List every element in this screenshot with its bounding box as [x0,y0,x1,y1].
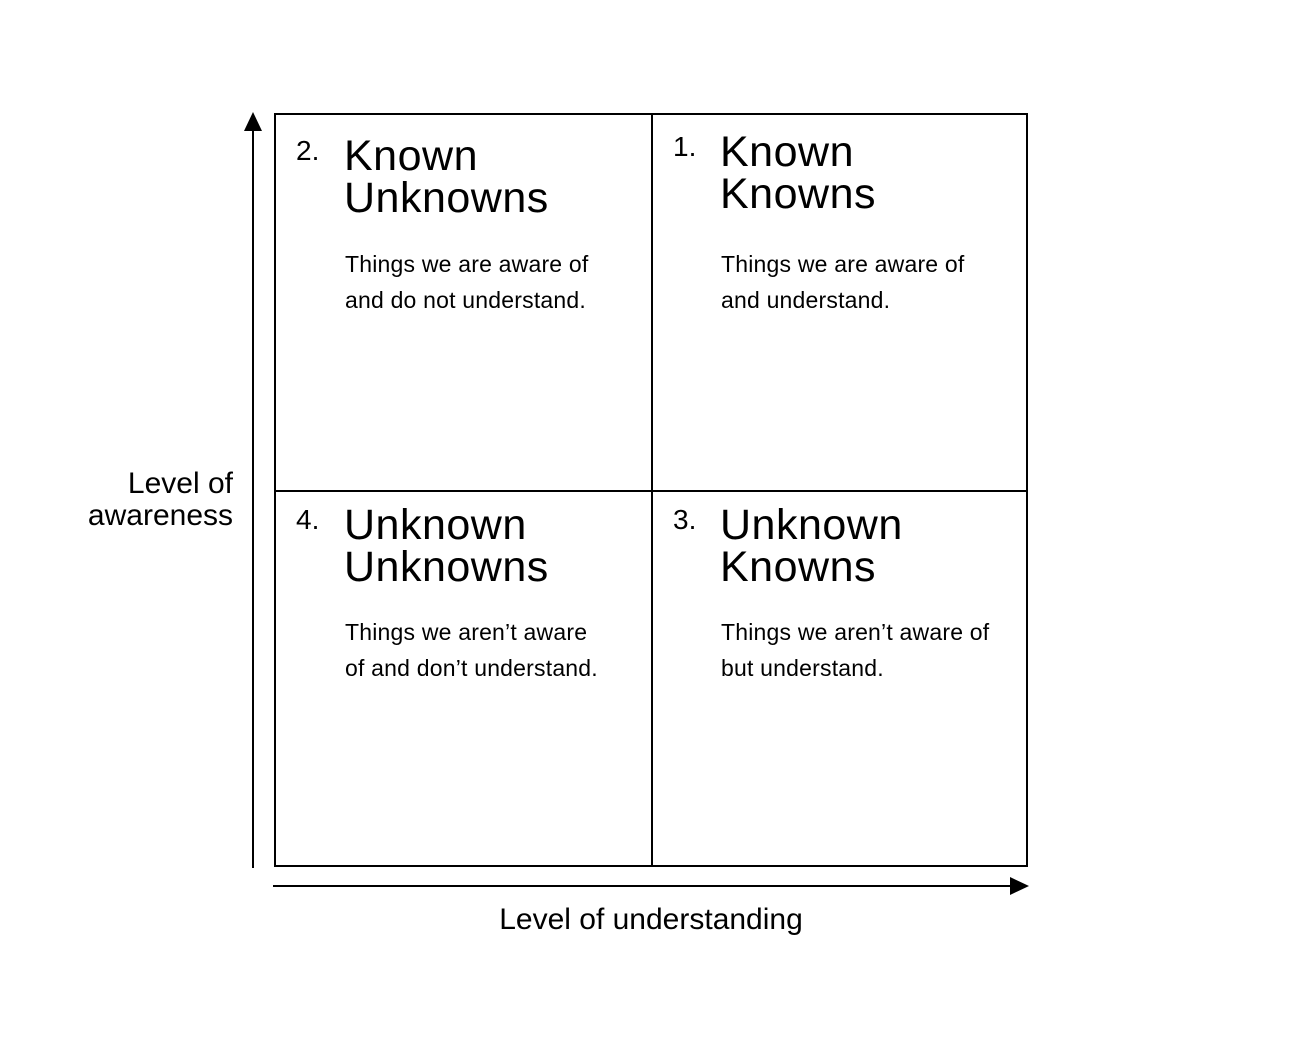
quadrant-title-line2: Knowns [720,543,876,591]
quadrant-title [720,128,876,218]
quadrant-title-line1: Unknown [720,501,903,549]
quadrant-description-line1: Things we aren’t aware of [721,619,990,645]
quadrant-title [344,501,549,591]
quadrant-title-line1: Known [720,128,854,176]
x-axis-label: Level of understanding [499,903,803,936]
quadrant-known-knowns [653,115,1027,489]
quadrant-title-line1: Unknown [344,501,527,549]
quadrant-description-line1: Things we aren’t aware [345,619,588,645]
y-axis-label-line1: Level of [127,467,233,500]
quadrant-description-line2: and do not understand. [345,287,586,313]
quadrant-unknown-knowns [653,492,1027,866]
quadrant-description-line1: Things we are aware of [345,251,589,277]
y-axis-label [88,468,233,532]
quadrant-unknown-unknowns [276,492,650,866]
quadrant-description-line1: Things we are aware of [721,251,965,277]
quadrant-title-line1: Known [344,132,478,180]
quadrant-description [721,246,1021,318]
y-axis-arrowhead [244,112,262,131]
quadrant-description [345,246,645,318]
quadrant-grid [274,113,1028,867]
quadrant-number: 1. [673,131,697,162]
quadrant-title-line2: Unknowns [344,543,549,591]
y-axis-label-line2: awareness [87,499,233,532]
quadrant-description-line2: of and don’t understand. [345,655,598,681]
x-axis-arrowhead [1010,877,1029,895]
quadrant-title [720,501,903,591]
quadrant-number: 2. [296,135,320,166]
quadrant-title [344,132,549,222]
quadrant-description-line2: but understand. [721,655,884,681]
quadrant-title-line2: Unknowns [344,174,549,222]
quadrant-number: 4. [296,504,320,535]
quadrant-title-line2: Knowns [720,170,876,218]
quadrant-description [721,614,1021,686]
quadrant-description [345,614,645,686]
quadrant-number: 3. [673,504,697,535]
quadrant-description-line2: and understand. [721,287,891,313]
quadrant-known-unknowns [276,115,650,489]
